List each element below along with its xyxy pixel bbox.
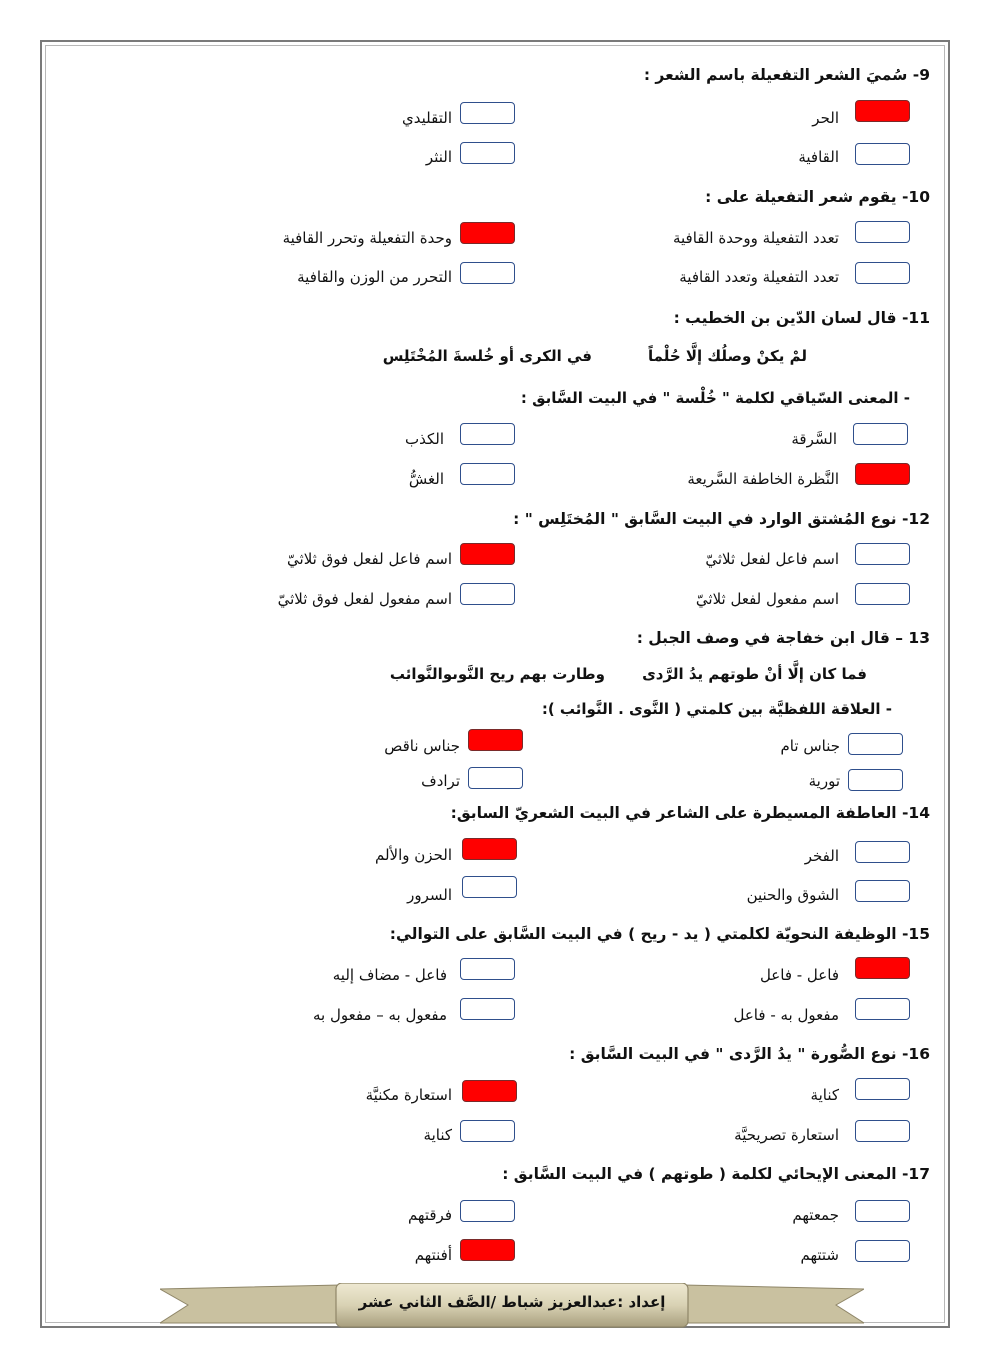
q9-option-2-label: التقليدي [402, 109, 452, 127]
q9-option-4-label: النثر [425, 148, 452, 166]
q13-option-3-checkbox[interactable] [848, 769, 903, 791]
q11-option-1-label: السَّرقة [791, 430, 837, 448]
q10-option-1-label: تعدد التفعيلة ووحدة القافية [672, 229, 839, 247]
question-16-title: 16- نوع الصُّورة " يدُ الرَّدى " في البيت السَّابق : [569, 1045, 930, 1063]
q11-option-2-label: الكذب [404, 430, 444, 448]
q10-option-2-label: وحدة التفعيلة وتحرر القافية [282, 229, 452, 247]
q10-option-2-checkbox[interactable] [460, 222, 515, 244]
q15-option-3-label: مفعول به - فاعل [733, 1006, 839, 1024]
q10-option-4-label: التحرر من الوزن والقافية [297, 268, 452, 286]
q15-option-1-checkbox[interactable] [855, 957, 910, 979]
q12-option-2-label: اسم فاعل لفعل فوق ثلاثيّ [287, 550, 452, 568]
q10-option-1-checkbox[interactable] [855, 221, 910, 243]
q15-option-2-label: فاعل - مضاف إليه [332, 966, 447, 984]
q14-option-4-checkbox[interactable] [462, 876, 517, 898]
q12-option-1-label: اسم فاعل لفعل ثلاثيّ [705, 550, 839, 568]
q17-option-4-checkbox[interactable] [460, 1239, 515, 1261]
q15-option-4-label: مفعول به – مفعول به [312, 1006, 447, 1024]
q14-option-1-checkbox[interactable] [855, 841, 910, 863]
q11-option-4-checkbox[interactable] [460, 463, 515, 485]
q14-option-4-label: السرور [407, 886, 452, 904]
question-12-title: 12- نوع المُشتق الوارد في البيت السَّابق " المُختَلِس " : [513, 510, 930, 528]
q11-verse-first-hemistich: لمْ يكنْ وصلُك إلَّا حُلْماً [648, 347, 807, 365]
question-9-title: 9- سُميَ الشعر التفعيلة باسم الشعر : [643, 66, 930, 84]
question-17-title: 17- المعنى الإيحائي لكلمة ( طوتهم ) في البيت السَّابق : [502, 1165, 930, 1183]
q11-option-3-checkbox[interactable] [855, 463, 910, 485]
q13-verse-first-hemistich: فما كان إلَّا أنْ طوتهم يدُ الرَّدى [642, 665, 867, 683]
question-14-title: 14- العاطفة المسيطرة على الشاعر في البيت الشعريّ السابق: [450, 804, 930, 822]
q9-option-4-checkbox[interactable] [460, 142, 515, 164]
q12-option-4-label: اسم مفعول لفعل فوق ثلاثيّ [277, 590, 452, 608]
q16-option-4-checkbox[interactable] [460, 1120, 515, 1142]
q16-option-3-label: استعارة تصريحيَّة [734, 1126, 839, 1144]
q13-option-2-label: جناس ناقص [384, 737, 460, 755]
q12-option-4-checkbox[interactable] [460, 583, 515, 605]
q16-option-1-label: كناية [810, 1086, 839, 1104]
q17-option-1-label: جمعتهم [792, 1206, 839, 1224]
q14-option-1-label: الفخر [804, 847, 839, 865]
q13-option-1-checkbox[interactable] [848, 733, 903, 755]
q13-verse-second-hemistich: وطارت بهم ريح النَّوىوالنَّوائب [389, 665, 605, 683]
q9-option-3-checkbox[interactable] [855, 143, 910, 165]
q11-verse-second-hemistich: في الكرى أو خُلسةَ المُخْتَلِس [382, 347, 592, 365]
footer-ribbon [160, 1283, 864, 1329]
q10-option-3-label: تعدد التفعيلة وتعدد القافية [679, 268, 839, 286]
q9-option-1-label: الحر [812, 109, 839, 127]
q12-option-3-checkbox[interactable] [855, 583, 910, 605]
question-15-title: 15- الوظيفة النحويّة لكلمتي ( يد - ريح ) في البيت السَّابق على التوالي: [389, 925, 930, 943]
q11-option-1-checkbox[interactable] [853, 423, 908, 445]
q17-option-2-checkbox[interactable] [460, 1200, 515, 1222]
q11-sub-question: - المعنى السّياقي لكلمة " خُلْسة " في البيت السَّابق : [520, 389, 910, 407]
q17-option-4-label: أفنتهم [414, 1246, 452, 1264]
q17-option-3-checkbox[interactable] [855, 1240, 910, 1262]
q13-sub-question: - العلاقة اللفظيَّة بين كلمتي ( النَّوى . النَّوائب ): [541, 700, 892, 718]
q15-option-4-checkbox[interactable] [460, 998, 515, 1020]
q17-option-1-checkbox[interactable] [855, 1200, 910, 1222]
q14-option-3-checkbox[interactable] [855, 880, 910, 902]
q14-option-2-label: الحزن والألم [375, 846, 452, 864]
q10-option-4-checkbox[interactable] [460, 262, 515, 284]
q9-option-3-label: القافية [798, 148, 839, 166]
q15-option-3-checkbox[interactable] [855, 998, 910, 1020]
q12-option-3-label: اسم مفعول لفعل ثلاثيّ [695, 590, 839, 608]
q13-option-4-checkbox[interactable] [468, 767, 523, 789]
q15-option-2-checkbox[interactable] [460, 958, 515, 980]
q11-option-2-checkbox[interactable] [460, 423, 515, 445]
q17-option-3-label: شتتهم [800, 1246, 839, 1264]
q10-option-3-checkbox[interactable] [855, 262, 910, 284]
question-13-title: 13 – قال ابن خفاجة في وصف الجبل : [636, 629, 930, 647]
q16-option-2-checkbox[interactable] [462, 1080, 517, 1102]
q14-option-3-label: الشوق والحنين [746, 886, 839, 904]
q11-option-3-label: النَّظرة الخاطفة السَّريعة [687, 470, 839, 488]
q17-option-2-label: فرقتهم [407, 1206, 452, 1224]
q14-option-2-checkbox[interactable] [462, 838, 517, 860]
q9-option-1-checkbox[interactable] [855, 100, 910, 122]
q13-option-4-label: ترادف [421, 772, 460, 790]
q16-option-1-checkbox[interactable] [855, 1078, 910, 1100]
q16-option-3-checkbox[interactable] [855, 1120, 910, 1142]
q16-option-2-label: استعارة مكنيَّة [365, 1086, 452, 1104]
q9-option-2-checkbox[interactable] [460, 102, 515, 124]
q12-option-2-checkbox[interactable] [460, 543, 515, 565]
q13-option-1-label: جناس تام [780, 737, 840, 755]
q16-option-4-label: كناية [423, 1126, 452, 1144]
footer-author-text: إعداد :عبدالعزيز شباط /الصَّف الثاني عشر [358, 1293, 666, 1311]
q12-option-1-checkbox[interactable] [855, 543, 910, 565]
q13-option-2-checkbox[interactable] [468, 729, 523, 751]
q13-option-3-label: تورية [808, 772, 840, 790]
question-11-title: 11- قال لسان الدّين بن الخطيب : [673, 309, 930, 327]
q11-option-4-label: الغشُّ [408, 470, 444, 488]
question-10-title: 10- يقوم شعر التفعيلة على : [705, 188, 930, 206]
q15-option-1-label: فاعل - فاعل [759, 966, 839, 984]
